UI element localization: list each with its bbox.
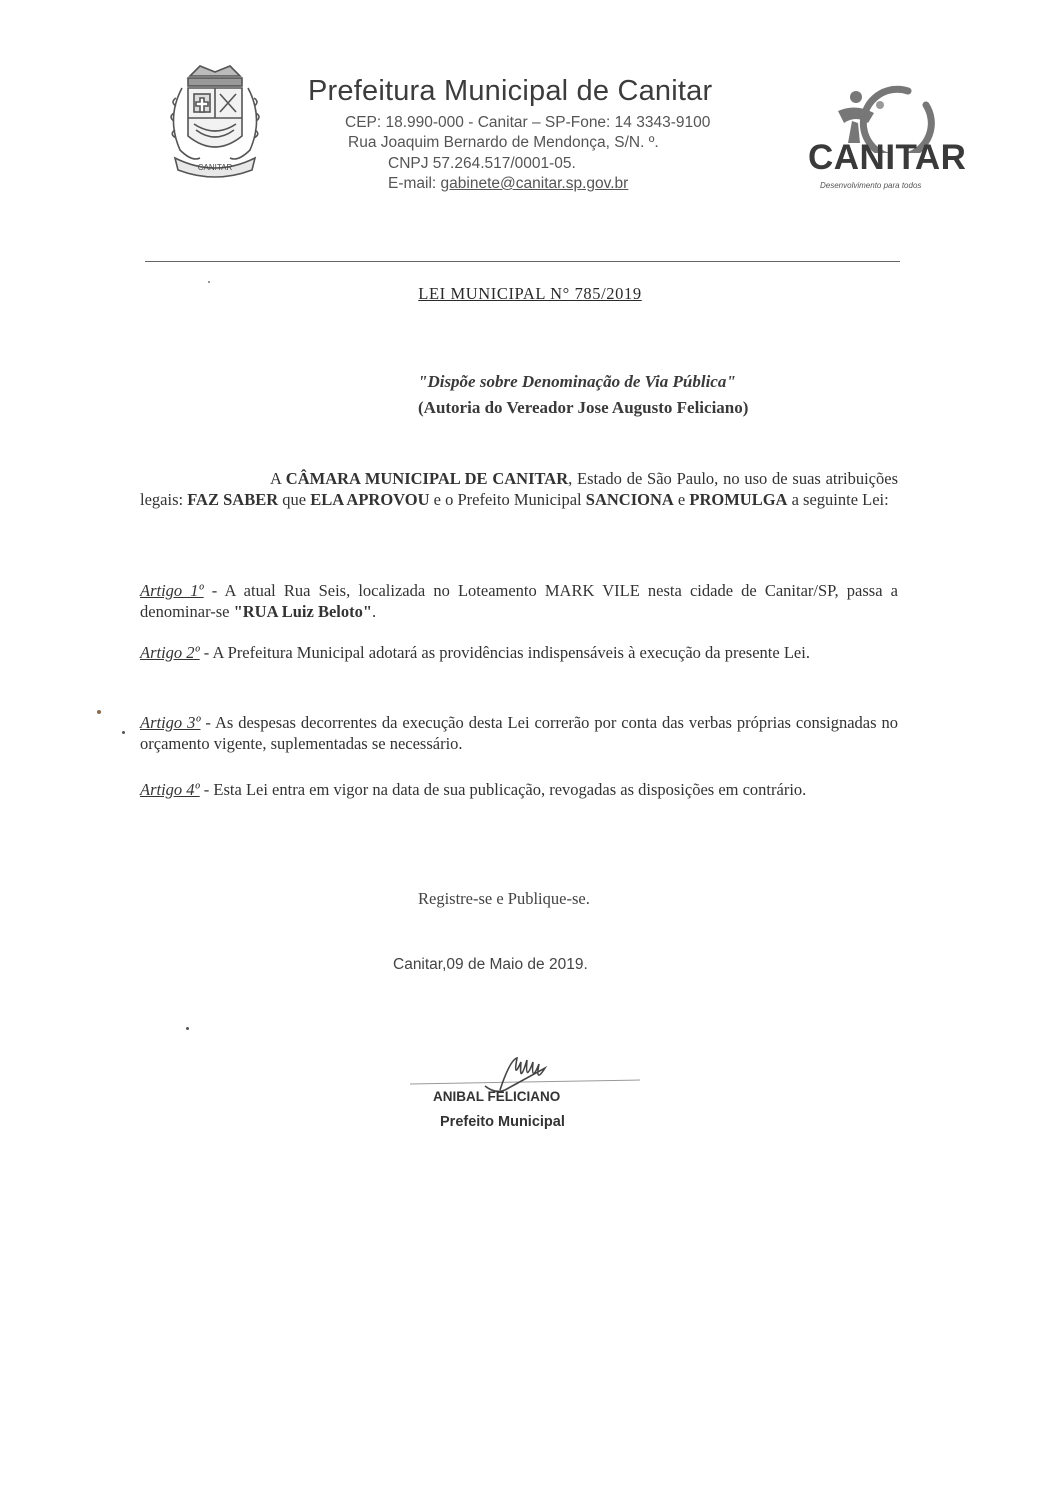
preamble-text: que	[278, 490, 311, 510]
header-cnpj-line: CNPJ 57.264.517/0001-05.	[388, 155, 576, 172]
preamble-paragraph	[140, 468, 898, 511]
signatory-role: Prefeito Municipal	[440, 1114, 565, 1130]
article-3	[140, 712, 898, 755]
preamble-bold: FAZ SABER	[187, 490, 279, 510]
preamble-text: , Estado de São Paulo, no uso de suas atribuições legais:	[140, 469, 898, 510]
law-title-text: LEI MUNICIPAL N° 785/2019	[418, 284, 642, 303]
article-label: Artigo 3º	[140, 713, 201, 732]
article-text: - A Prefeitura Municipal adotará as providências indispensáveis à execução da presente Lei.	[199, 643, 810, 662]
preamble-bold: CÂMARA MUNICIPAL DE CANITAR	[285, 469, 569, 488]
header-divider	[145, 261, 900, 262]
article-tail: .	[372, 602, 377, 622]
law-autoria: (Autoria do Vereador Jose Augusto Feliciano)	[418, 398, 749, 417]
date-city: Canitar,09 de Maio de 2019.	[393, 956, 588, 973]
scan-speck	[208, 281, 210, 283]
preamble-bold: PROMULGA	[689, 490, 788, 510]
article-label: Artigo 2º	[140, 643, 200, 662]
law-ementa: "Dispõe sobre Denominação de Via Pública"	[418, 372, 736, 391]
canitar-logo-word: CANITAR	[808, 138, 967, 177]
article-label: Artigo 4º	[140, 780, 200, 799]
scan-speck	[97, 710, 101, 714]
article-4	[140, 779, 898, 800]
coat-of-arms-icon	[160, 58, 270, 183]
preamble-text: A	[270, 469, 286, 488]
header-contact-line: CEP: 18.990-000 - Canitar – SP-Fone: 14 3343-9100	[345, 114, 711, 131]
preamble-bold: ELA APROVOU	[310, 490, 430, 510]
article-text: - As despesas decorrentes da execução desta Lei correrão por conta das verbas próprias consignadas no orçamento vigente, suplementadas se necessário.	[140, 713, 898, 754]
article-label: Artigo 1º	[140, 581, 204, 600]
registre-publique: Registre-se e Publique-se.	[418, 889, 590, 908]
header-address-line: Rua Joaquim Bernardo de Mendonça, S/N. º.	[348, 134, 659, 151]
svg-text:CANITAR: CANITAR	[197, 163, 233, 172]
email-prefix: E-mail:	[388, 175, 441, 192]
email-link[interactable]: gabinete@canitar.sp.gov.br	[440, 175, 629, 192]
preamble-text: a seguinte Lei:	[787, 490, 889, 510]
article-street-name: "RUA Luiz Beloto"	[233, 602, 373, 622]
preamble-bold: SANCIONA	[585, 490, 674, 510]
preamble-text: e	[673, 490, 690, 510]
scan-speck	[186, 1027, 189, 1030]
canitar-logo-tagline: Desenvolvimento para todos	[820, 181, 922, 190]
signatory-name: ANIBAL FELICIANO	[433, 1089, 561, 1104]
article-text: - A atual Rua Seis, localizada no Loteamento MARK VILE nesta cidade de Canitar/SP, passa a denominar-se	[140, 581, 898, 622]
law-title	[0, 284, 1060, 304]
header-title: Prefeitura Municipal de Canitar	[308, 75, 713, 107]
preamble-text: e o Prefeito Municipal	[429, 490, 586, 510]
article-text: - Esta Lei entra em vigor na data de sua publicação, revogadas as disposições em contrário.	[199, 780, 807, 799]
article-1	[140, 580, 898, 623]
header-email-line	[388, 175, 628, 193]
scan-speck	[122, 731, 125, 734]
article-2	[140, 642, 898, 663]
